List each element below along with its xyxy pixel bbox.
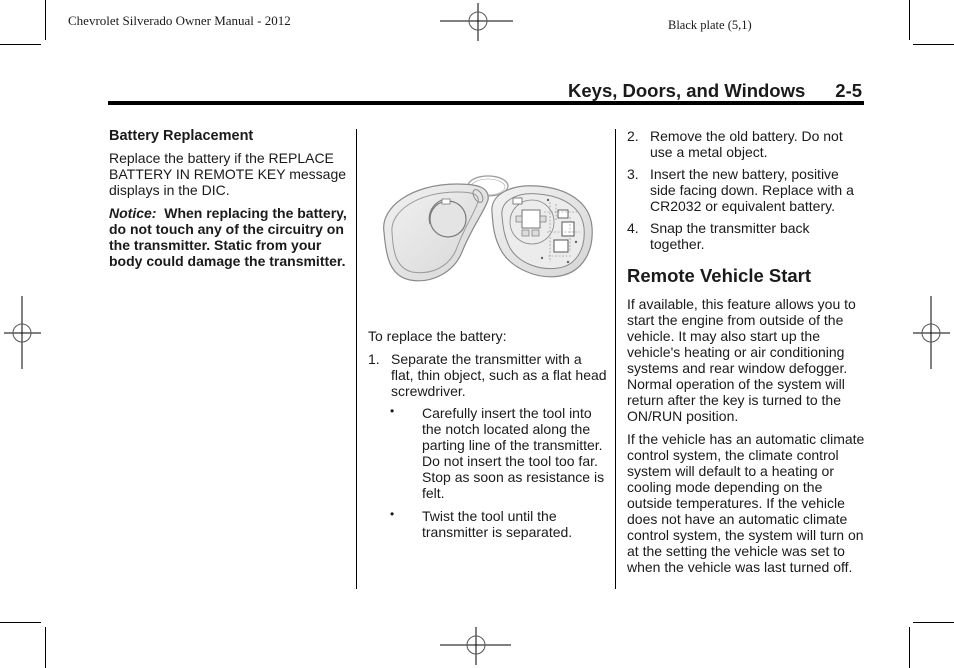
column-divider-1 (356, 129, 357, 589)
steps-intro: To replace the battery: (368, 328, 507, 344)
notice-text: When replacing the battery, do not touch any of the circuitry on the transmitter. Static from your body could damage the transmitter. (109, 205, 347, 269)
step-4 (627, 220, 867, 252)
bullet-icon: • (390, 507, 395, 521)
step-text: Remove the old battery. Do not use a metal object. (650, 128, 843, 160)
notice-paragraph (109, 205, 349, 269)
step-number: 3. (627, 166, 639, 182)
registration-mark-top-icon (440, 0, 516, 44)
page-number: 2-5 (835, 80, 863, 101)
remote-start-paragraph-1: If available, this feature allows you to start the engine from outside of the vehicle. It may also start up the vehicle's heating or air conditioning systems and rear window defogger. Normal operation of the system will return after the key is turned to the ON/RUN position. (627, 296, 856, 424)
column-divider-2 (615, 129, 616, 589)
column-1 (109, 128, 349, 276)
header-rule (108, 101, 864, 105)
step-1-bullet-2 (368, 508, 608, 540)
registration-mark-left-icon (0, 296, 44, 372)
notice-label: Notice: (109, 205, 157, 221)
section-title: Keys, Doors, and Windows (568, 80, 806, 101)
bullet-icon: • (390, 404, 395, 418)
step-text: Insert the new battery, positive side facing down. Replace with a CR2032 or equivalent battery. (650, 166, 854, 214)
registration-mark-bottom-icon (440, 625, 516, 668)
step-text: Separate the transmitter with a flat, thin object, such as a flat head screwdriver. (391, 351, 607, 399)
registration-mark-right-icon (910, 296, 954, 372)
remote-vehicle-start-heading: Remote Vehicle Start (627, 265, 812, 286)
bullet-text: Twist the tool until the transmitter is separated. (422, 508, 573, 540)
section-header (568, 80, 862, 102)
remote-start-paragraph-2: If the vehicle has an automatic climate control system, the climate control system will default to a heating or cooling mode depending on the outside temperatures. If the vehicle does not have an automatic climate control system, the system will turn on at the setting the vehicle was set to when the vehicle was last turned off. (627, 431, 865, 575)
step-number: 2. (627, 128, 639, 144)
step-number: 4. (627, 220, 639, 236)
step-1-bullet-1 (368, 405, 608, 501)
manual-title: Chevrolet Silverado Owner Manual - 2012 (68, 13, 291, 28)
plate-label: Black plate (5,1) (668, 18, 752, 32)
step-2 (627, 128, 867, 160)
key-fob-illustration (372, 172, 598, 292)
step-1 (368, 351, 608, 399)
bullet-text: Carefully insert the tool into the notch located along the parting line of the transmitter. Do not insert the tool too far. Stop as soon as resistance is felt. (422, 405, 605, 501)
step-number: 1. (368, 351, 380, 367)
column-3 (627, 128, 867, 582)
battery-intro: Replace the battery if the REPLACE BATTERY IN REMOTE KEY message displays in the DIC. (109, 150, 347, 198)
battery-replacement-heading: Battery Replacement (109, 128, 254, 144)
column-2 (368, 328, 608, 547)
step-text: Snap the transmitter back together. (650, 220, 810, 252)
step-3 (627, 166, 867, 214)
